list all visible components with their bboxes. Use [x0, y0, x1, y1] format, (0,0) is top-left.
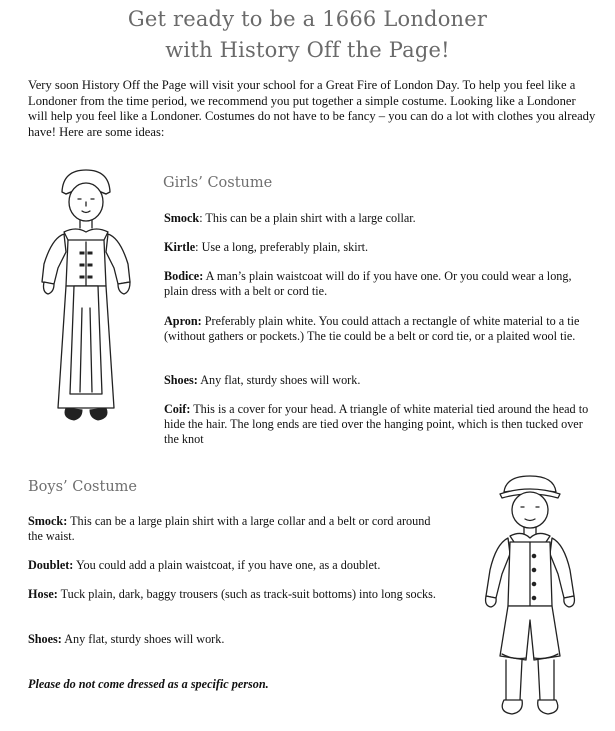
list-item — [28, 632, 438, 647]
item-text: Any flat, sturdy shoes will work. — [197, 373, 361, 387]
item-label: Smock: — [28, 514, 68, 528]
list-item — [28, 558, 438, 573]
item-text: Tuck plain, dark, baggy trousers (such as track-suit bottoms) into long socks. — [57, 587, 436, 601]
item-text: : Use a long, preferably plain, skirt. — [195, 240, 369, 254]
list-item — [164, 402, 594, 447]
girl-illustration — [26, 168, 144, 430]
item-label: Kirtle — [164, 240, 196, 254]
title-line-1: Get ready to be a 1666 Londoner — [127, 7, 488, 31]
item-label: Smock — [164, 211, 200, 225]
item-text: This can be a large plain shirt with a large collar and a belt or cord around the waist. — [28, 514, 431, 543]
item-text: Preferably plain white. You could attach a rectangle of white material to a tie (without gathers or pockets.) The tie could be a belt or cord tie, or a plaited wool tie. — [164, 314, 580, 343]
item-text: You could add a plain waistcoat, if you have one, as a doublet. — [73, 558, 381, 572]
closing-note: Please do not come dressed as a specific person. — [28, 677, 269, 691]
item-label: Apron: — [164, 314, 202, 328]
list-item — [164, 373, 594, 388]
list-item — [28, 587, 438, 602]
item-label: Shoes: — [164, 373, 198, 387]
item-text: : This can be a plain shirt with a large collar. — [199, 211, 416, 225]
boy-illustration — [466, 470, 596, 722]
title-line-2: with History Off the Page! — [165, 38, 450, 62]
list-item — [164, 240, 594, 255]
item-label: Bodice: — [164, 269, 204, 283]
item-text: Any flat, sturdy shoes will work. — [61, 632, 225, 646]
item-text: This is a cover for your head. A triangle of white material tied around the head to hide the hair. The long ends are tied over the hanging point, which is then tucked over the knot — [164, 402, 589, 446]
girls-costume-heading: Girls’ Costume — [163, 175, 273, 191]
item-label: Doublet: — [28, 558, 74, 572]
item-text: A man’s plain waistcoat will do if you have one. Or you could wear a long, plain dress with a belt or cord tie. — [164, 269, 572, 298]
intro-paragraph: Very soon History Off the Page will visit your school for a Great Fire of London Day. To help you feel like a Londoner from the time period, we recommend you put together a simple costume. Looking like a Londoner will help you feel like a Londoner. Costumes do not have to be fancy – you can do a lot with clothes you already have! Here are some ideas: — [28, 78, 596, 139]
list-item — [164, 211, 594, 226]
list-item — [28, 514, 438, 544]
item-label: Shoes: — [28, 632, 62, 646]
list-item — [164, 269, 594, 299]
item-label: Coif: — [164, 402, 191, 416]
boys-costume-heading: Boys’ Costume — [28, 479, 137, 495]
item-label: Hose: — [28, 587, 58, 601]
list-item — [164, 314, 594, 344]
page-title — [0, 4, 615, 66]
